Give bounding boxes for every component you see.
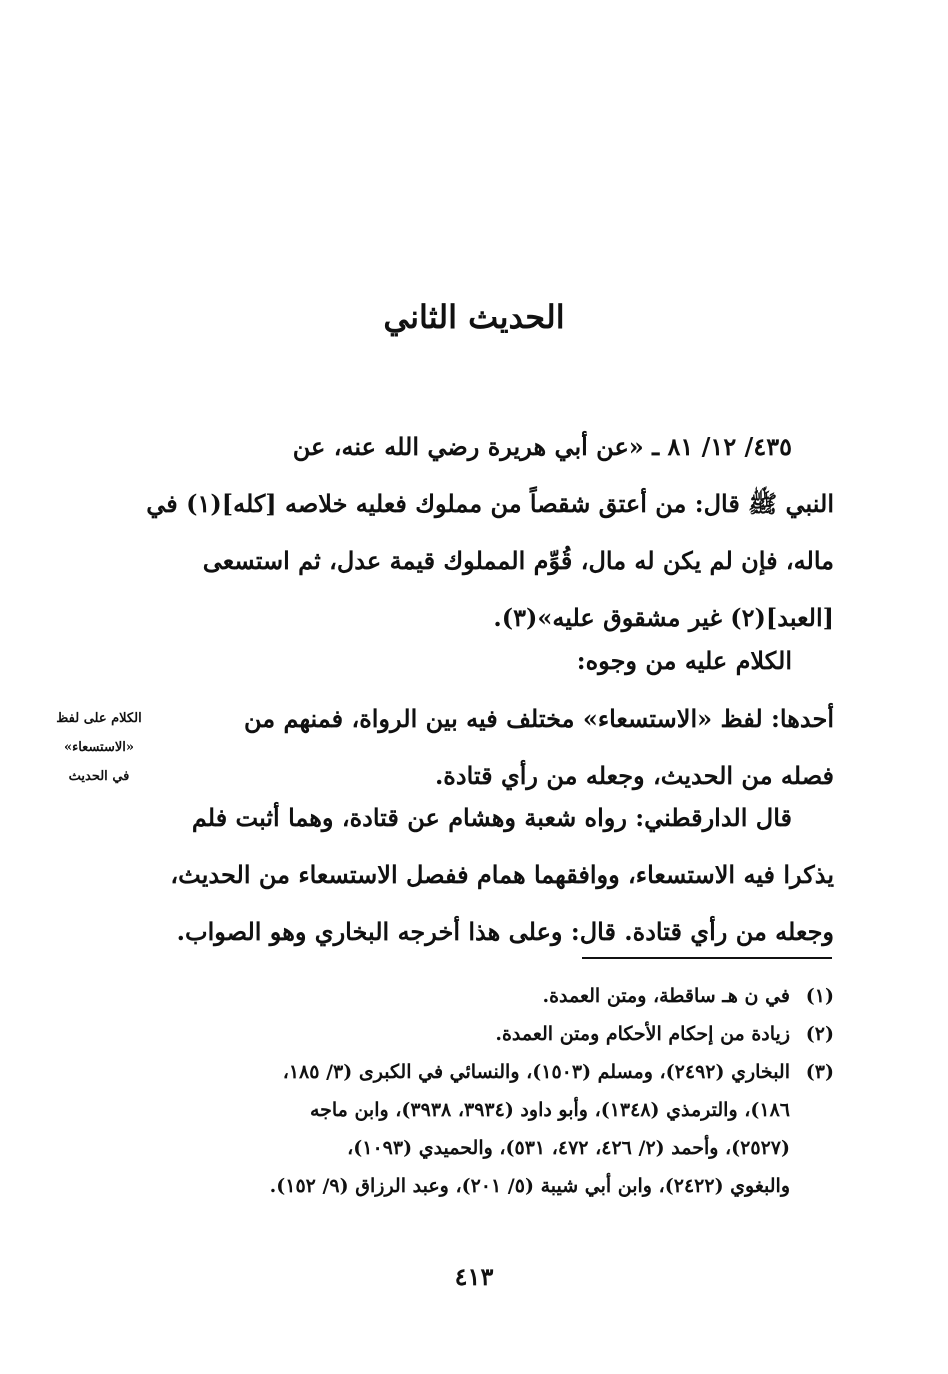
page-title: الحديث الثاني (383, 298, 565, 336)
footnote (150, 977, 834, 1015)
paragraph-line: أحدها: لفظ «الاستسعاء» مختلف فيه بين الرواة، فمنهم من (243, 704, 834, 733)
footnote-line: والبغوي (٢٤٢٢)، وابن أبي شيبة (٥/ ٢٠١)، وعبد الرزاق (٩/ ١٥٢). (269, 1175, 790, 1197)
hadith-line: [العبد](٢) غير مشقوق عليه»(٣). (493, 603, 834, 632)
daraqutni-paragraph (150, 789, 834, 960)
footnote-line: (٢٥٢٧)، وأحمد (٢/ ٤٢٦، ٤٧٢، ٥٣١)، والحميدي (١٠٩٣)، (347, 1137, 790, 1159)
paragraph-line: يذكرا فيه الاستسعاء، ووافقهما همام ففصل الاستسعاء من الحديث، (170, 860, 834, 889)
section-intro (150, 632, 834, 689)
footnote-divider (582, 957, 832, 959)
hadith-line: ٤٣٥/ ١٢/ ٨١ ـ «عن أبي هريرة رضي الله عنه، عن (292, 432, 792, 461)
footnote (150, 1015, 834, 1053)
hadith-line: النبي ﷺ قال: من أعتق شقصاً من مملوك فعليه خلاصه [كله](١) في (146, 489, 834, 518)
footnote-line: في ن هـ ساقطة، ومتن العمدة. (542, 985, 790, 1007)
margin-note-line: في الحديث (68, 769, 130, 784)
footnote-number: (٣) (805, 1061, 834, 1083)
paragraph-line: فصله من الحديث، وجعله من رأي قتادة. (434, 761, 834, 790)
margin-note (40, 704, 158, 791)
paragraph-line: قال الدارقطني: رواه شعبة وهشام عن قتادة، وهما أثبت فلم (191, 803, 792, 832)
footnote-number: (١) (805, 985, 834, 1007)
paragraph-line: وجعله من رأي قتادة. قال: وعلى هذا أخرجه البخاري وهو الصواب. (176, 917, 834, 946)
footnote-line: زيادة من إحكام الأحكام ومتن العمدة. (495, 1023, 790, 1045)
footnote (150, 1053, 834, 1205)
section-intro-text: الكلام عليه من وجوه: (576, 646, 792, 675)
margin-note-line: «الاستسعاء» (63, 740, 135, 755)
footnote-text (150, 977, 790, 1015)
footnote-number: (٢) (805, 1023, 834, 1045)
footnote-text (150, 1053, 790, 1205)
footnote-line: البخاري (٢٤٩٢)، ومسلم (١٥٠٣)، والنسائي في الكبرى (٣/ ١٨٥، (282, 1061, 790, 1083)
footnote-line: ١٨٦)، والترمذي (١٣٤٨)، وأبو داود (٣٩٣٤، ٣٩٣٨)، وابن ماجه (309, 1099, 790, 1121)
footnote-text (150, 1015, 790, 1053)
hadith-text (146, 418, 834, 646)
first-point-paragraph (150, 690, 834, 804)
page-number: ٤١٣ (454, 1262, 494, 1291)
hadith-line: ماله، فإن لم يكن له مال، قُوِّم المملوك قيمة عدل، ثم استسعى (202, 546, 834, 575)
margin-note-line: الكلام على لفظ (56, 711, 142, 726)
footnotes (150, 977, 834, 1205)
